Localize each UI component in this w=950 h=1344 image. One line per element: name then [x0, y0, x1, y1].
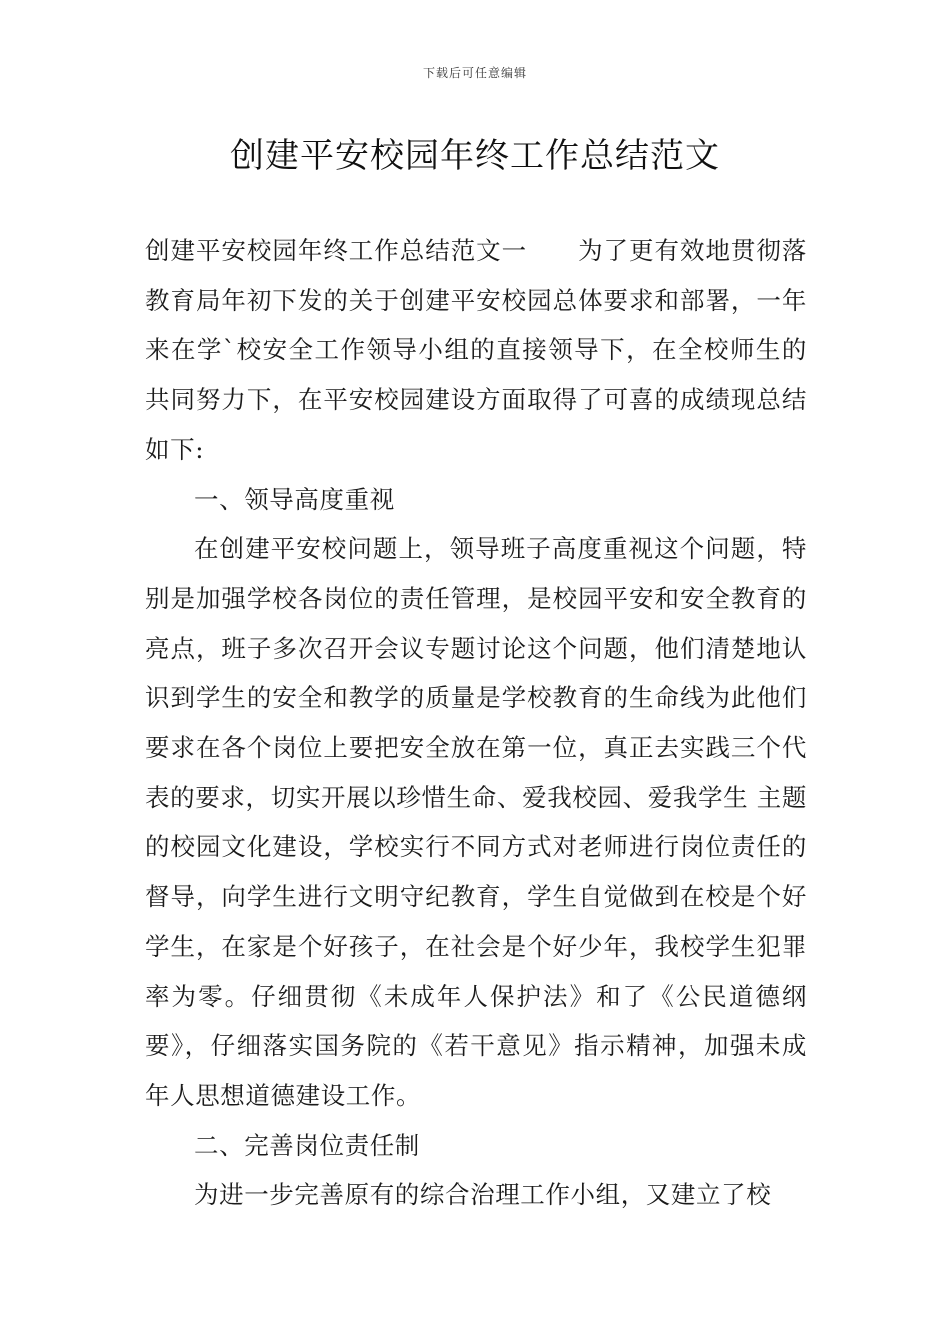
header-note: 下载后可任意编辑 — [422, 66, 527, 80]
paragraph-intro: 创建平安校园年终工作总结范文一 为了更有效地贯彻落教育局年初下发的关于创建平安校园总体要求和部署，一年来在学`校安全工作领导小组的直接领导下，在全校师生的共同努力下，在平安校园建设方面取得了可喜的成绩现总结如下: — [145, 236, 807, 464]
section-heading-1: 一、领导高度重视 — [194, 484, 395, 514]
paragraph-section-1: 在创建平安校问题上，领导班子高度重视这个问题，特别是加强学校各岗位的责任管理，是校园平安和安全教育的亮点，班子多次召开会议专题讨论这个问题，他们清楚地认识到学生的安全和教学的质量是学校教育的生命线为此他们要求在各个岗位上要把安全放在第一位，真正去实践三个代表的要求，切实开展以珍惜生命、爱我校园、爱我学生 主题的校园文化建设，学校实行不同方式对老师进行岗位责任的督导，向学生进行文明守纪教育，学生自觉做到在校是个好学生，在家是个好孩子，在社会是个好少年，我校学生犯罪率为零。仔细贯彻《未成年人保护法》和了《公民道德纲要》，仔细落实国务院的《若干意见》指示精神，加强未成年人思想道德建设工作。 — [145, 534, 807, 1110]
document-title: 创建平安校园年终工作总结范文 — [230, 136, 720, 176]
section-heading-2: 二、完善岗位责任制 — [194, 1130, 420, 1160]
paragraph-section-2: 为进一步完善原有的综合治理工作小组，又建立了校 — [194, 1180, 772, 1210]
document-body — [145, 226, 807, 1220]
